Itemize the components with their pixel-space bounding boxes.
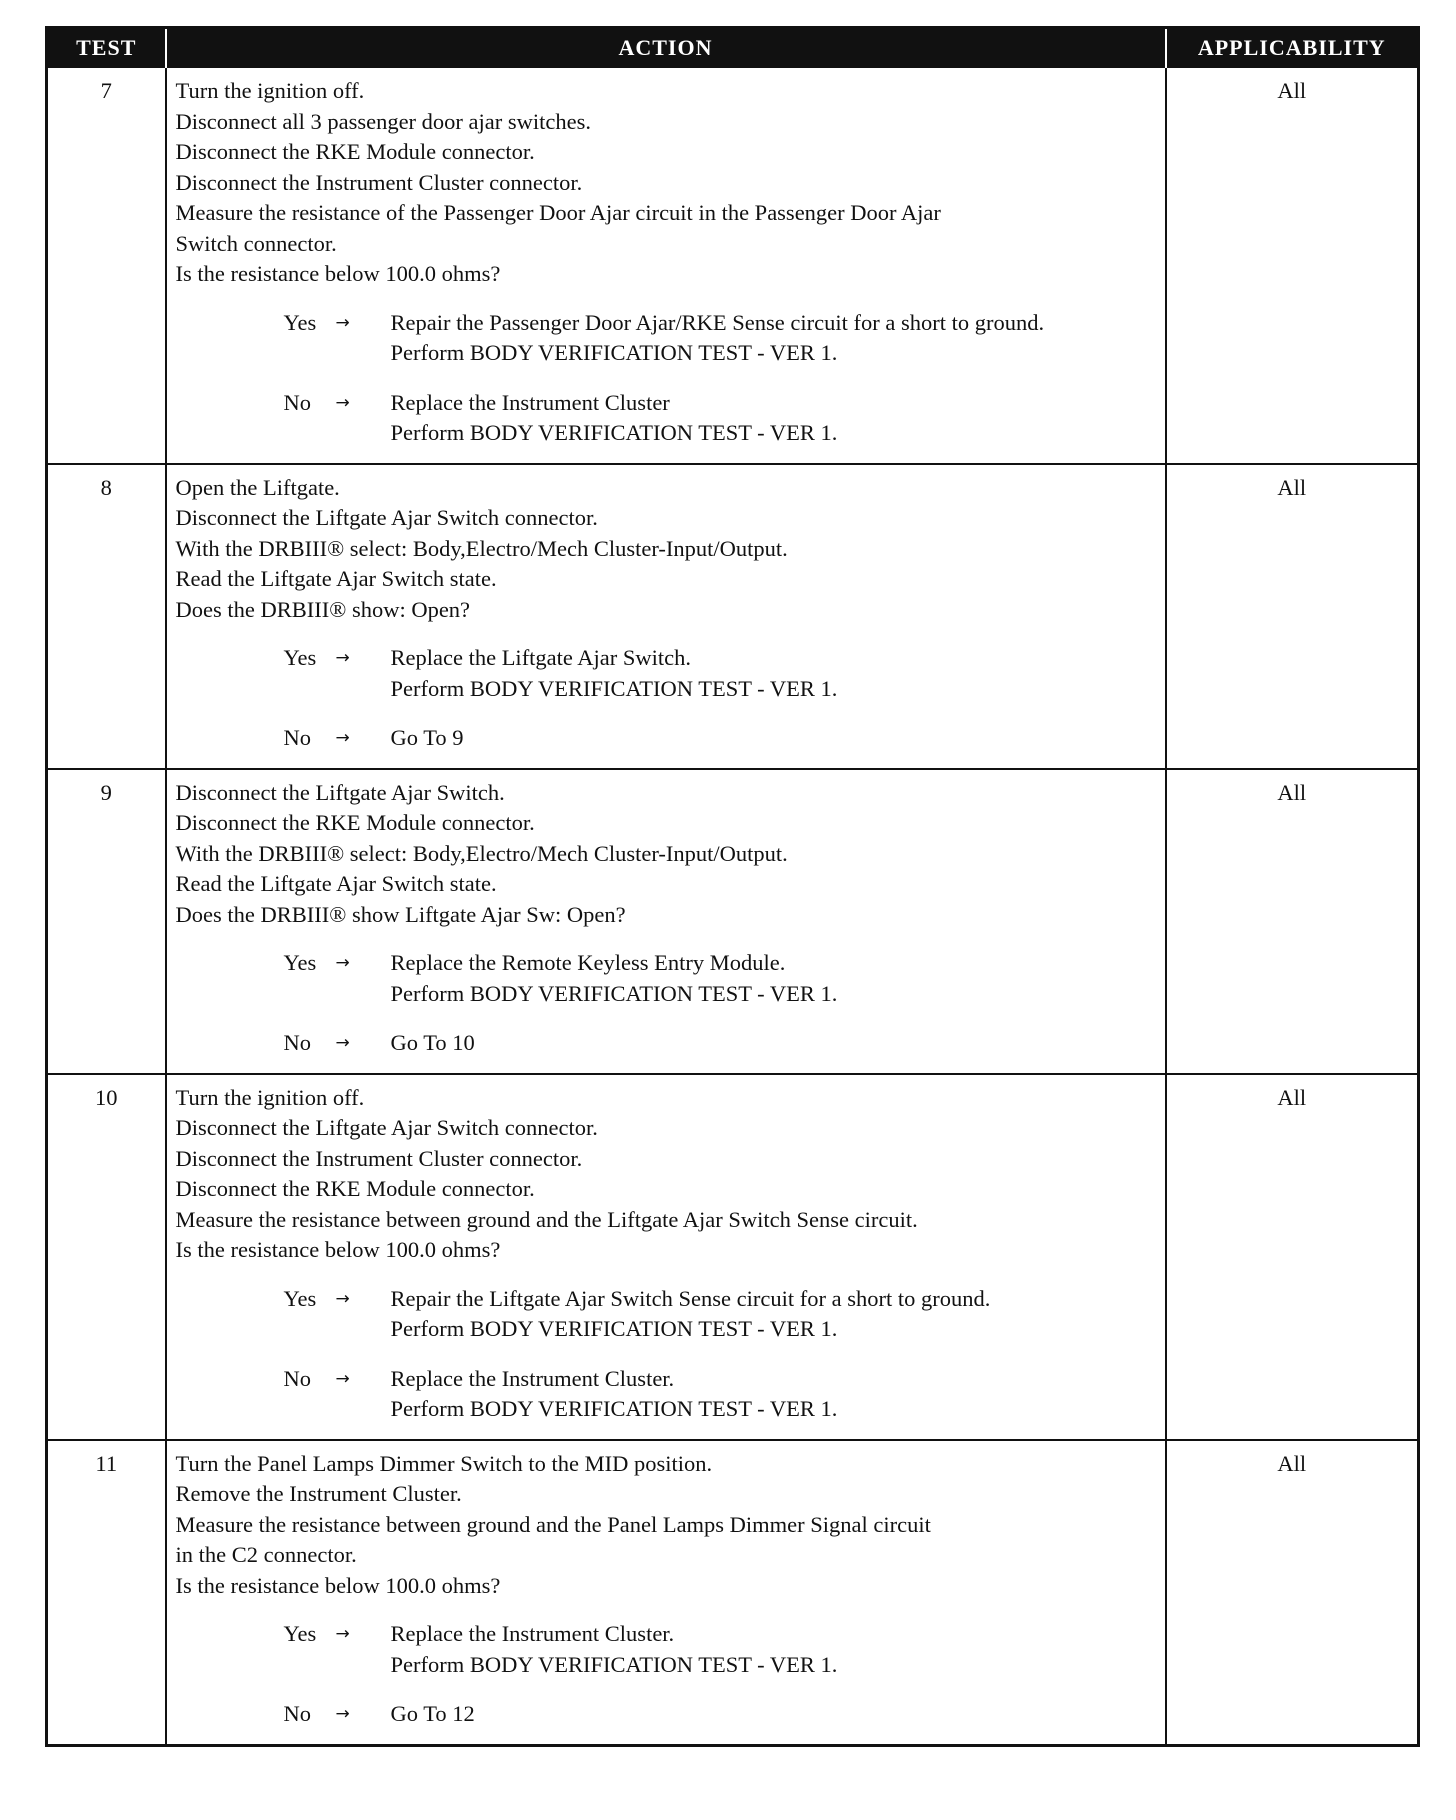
action-step: Disconnect the RKE Module connector. [175,139,535,164]
action-step: Is the resistance below 100.0 ohms? [175,1572,501,1598]
action-step: With the DRBIII® select: Body,Electro/Mech Cluster-Input/Output. [175,535,788,561]
arrow-right-icon: → [335,312,350,333]
action-step: Does the DRBIII® show: Open? [175,596,471,622]
result-line: Replace the Instrument Cluster. [390,1621,675,1646]
action-step: Remove the Instrument Cluster. [175,1481,462,1506]
no-result-text [391,723,1157,754]
result-line: Repair the Passenger Door Ajar/RKE Sense circuit for a short to ground. [390,309,1045,335]
action-step: in the C2 connector. [175,1542,357,1567]
result-line: Perform BODY VERIFICATION TEST - VER 1. [390,1316,838,1341]
action-step: Is the resistance below 100.0 ohms? [175,261,501,286]
arrow-right-icon: → [335,1288,350,1309]
arrow-right-icon: → [335,953,350,973]
action-cell [166,1440,1166,1746]
yes-branch [176,1619,1157,1680]
arrow-right-icon: → [335,1624,350,1644]
arrow-right-icon: → [335,1704,350,1724]
applicability-value: All [1166,464,1419,769]
action-step: Turn the Panel Lamps Dimmer Switch to the MID position. [175,1450,713,1476]
result-line: Perform BODY VERIFICATION TEST - VER 1. [390,1651,838,1677]
result-line: Perform BODY VERIFICATION TEST - VER 1. [390,420,838,445]
action-step: Measure the resistance of the Passenger Door Ajar circuit in the Passenger Door Ajar [175,200,941,225]
action-step: Disconnect the RKE Module connector. [175,1176,535,1201]
no-result-text [391,1364,1157,1425]
action-step: Disconnect the Instrument Cluster connector. [175,169,583,195]
yes-result-text [391,308,1157,369]
result-line: Go To 12 [390,1701,475,1726]
action-step: Disconnect all 3 passenger door ajar switches. [175,108,591,134]
yes-label: Yes [283,645,317,670]
test-number: 10 [47,1074,166,1440]
header-applicability: APPLICABILITY [1166,28,1419,68]
yes-label: Yes [283,1621,317,1646]
result-branches [176,643,1157,754]
action-step: Measure the resistance between ground and the Panel Lamps Dimmer Signal circuit [175,1511,931,1537]
no-branch [176,1364,1157,1425]
no-label: No [283,1030,311,1055]
action-step: Disconnect the Liftgate Ajar Switch. [175,779,505,805]
no-label: No [283,1365,311,1391]
action-step: Is the resistance below 100.0 ohms? [175,1237,501,1262]
action-step: Open the Liftgate. [175,474,340,500]
action-step: Disconnect the RKE Module connector. [175,810,535,835]
yes-branch [176,643,1157,704]
applicability-value: All [1166,67,1419,464]
table-row [47,1074,1419,1440]
action-step: Measure the resistance between ground and the Liftgate Ajar Switch Sense circuit. [175,1206,918,1232]
result-branches [176,308,1157,449]
arrow-right-icon: → [335,728,350,748]
result-branches [176,1284,1157,1425]
yes-branch [176,308,1157,369]
result-branches [176,948,1157,1059]
test-number: 8 [47,464,166,769]
header-test: TEST [47,28,166,68]
no-branch [176,1028,1157,1059]
action-step: Turn the ignition off. [175,78,365,103]
no-label: No [283,1701,311,1726]
yes-result-text [391,643,1157,704]
action-step: With the DRBIII® select: Body,Electro/Mech Cluster-Input/Output. [175,840,788,866]
no-branch [176,388,1157,449]
result-line: Perform BODY VERIFICATION TEST - VER 1. [390,340,838,365]
applicability-value: All [1166,1074,1419,1440]
arrow-right-icon: → [335,392,350,413]
no-branch [176,1699,1157,1730]
table-body [47,67,1419,1745]
result-line: Replace the Instrument Cluster [390,389,670,415]
yes-result-text [391,1619,1157,1680]
yes-branch [176,948,1157,1009]
yes-label: Yes [283,309,317,335]
result-line: Perform BODY VERIFICATION TEST - VER 1. [390,675,838,701]
yes-result-text [391,948,1157,1009]
applicability-value: All [1166,1440,1419,1746]
yes-label: Yes [283,950,317,975]
action-step: Does the DRBIII® show Liftgate Ajar Sw: Open? [175,901,626,927]
no-result-text [391,1028,1157,1059]
action-step: Turn the ignition off. [175,1084,365,1110]
action-cell [166,464,1166,769]
applicability-value: All [1166,769,1419,1074]
test-number: 9 [47,769,166,1074]
action-cell [166,67,1166,464]
result-line: Go To 9 [390,725,464,750]
test-number: 7 [47,67,166,464]
table-row [47,1440,1419,1746]
no-branch [176,723,1157,754]
action-cell [166,769,1166,1074]
table-row [47,67,1419,464]
action-step: Disconnect the Instrument Cluster connector. [175,1145,583,1171]
action-step: Disconnect the Liftgate Ajar Switch connector. [175,1115,598,1140]
action-step: Switch connector. [175,230,337,256]
no-result-text [391,388,1157,449]
table-row [47,769,1419,1074]
result-line: Replace the Instrument Cluster. [390,1365,675,1391]
result-line: Go To 10 [390,1030,475,1055]
action-step: Disconnect the Liftgate Ajar Switch connector. [175,505,598,530]
no-label: No [283,389,311,415]
result-line: Perform BODY VERIFICATION TEST - VER 1. [390,980,838,1006]
arrow-right-icon: → [335,1033,350,1053]
action-step: Read the Liftgate Ajar Switch state. [175,871,497,896]
header-action: ACTION [166,28,1166,68]
test-number: 11 [47,1440,166,1746]
arrow-right-icon: → [335,1368,350,1389]
result-line: Repair the Liftgate Ajar Switch Sense circuit for a short to ground. [390,1285,991,1311]
table-row [47,464,1419,769]
no-result-text [391,1699,1157,1730]
diagnostic-page [45,26,1417,1747]
arrow-right-icon: → [335,648,350,668]
table-header-row [47,28,1419,68]
action-step: Read the Liftgate Ajar Switch state. [175,566,497,591]
result-line: Replace the Remote Keyless Entry Module. [390,950,786,975]
action-cell [166,1074,1166,1440]
result-line: Replace the Liftgate Ajar Switch. [390,645,692,670]
diagnostic-table [45,26,1420,1747]
yes-result-text [391,1284,1157,1345]
yes-branch [176,1284,1157,1345]
yes-label: Yes [283,1285,317,1311]
result-branches [176,1619,1157,1730]
no-label: No [283,725,311,750]
result-line: Perform BODY VERIFICATION TEST - VER 1. [390,1396,838,1421]
